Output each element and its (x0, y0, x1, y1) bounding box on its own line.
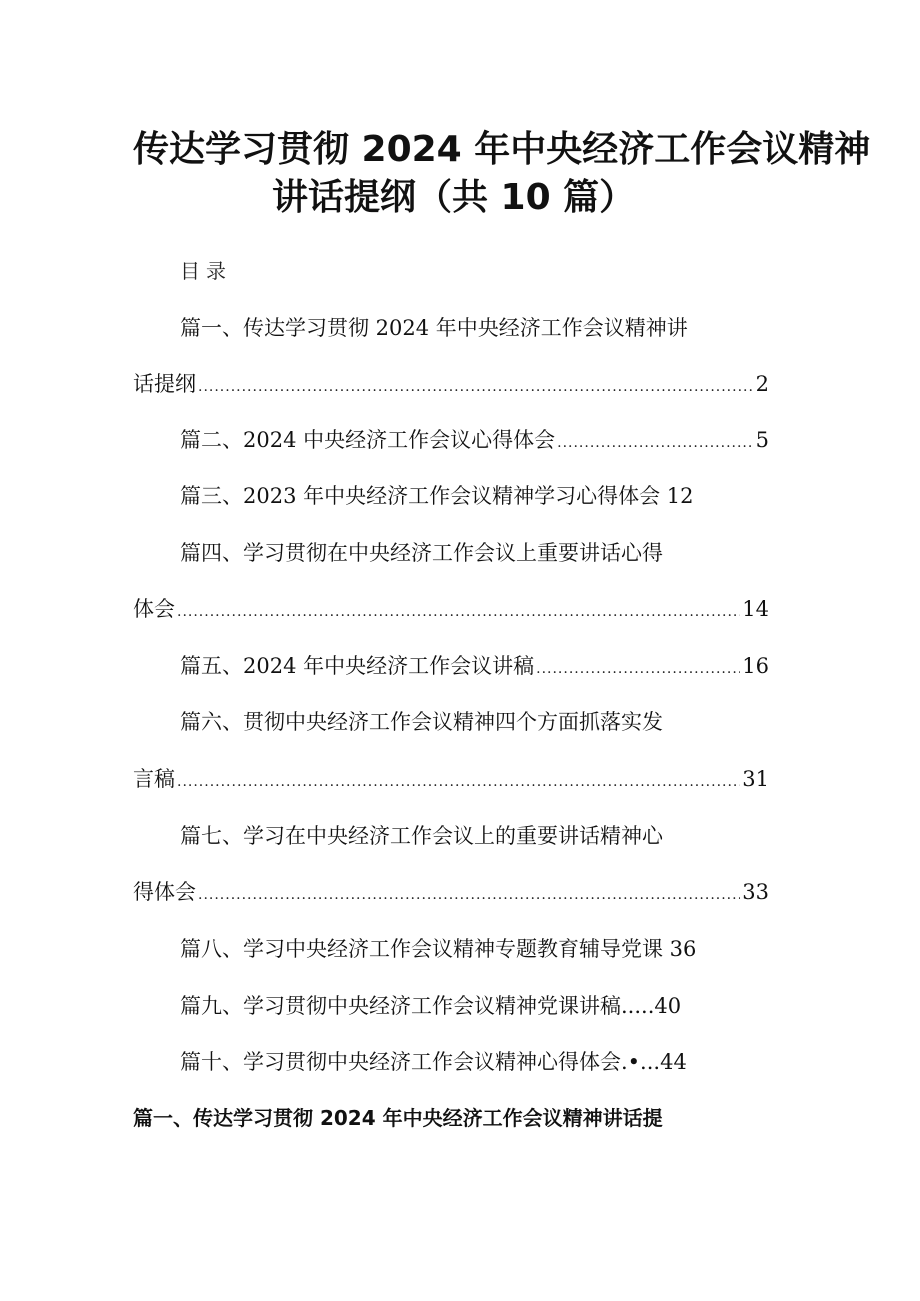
toc-leader-dots (198, 879, 740, 911)
toc-page-number: 16 (742, 654, 769, 678)
toc-entry-8[interactable]: 篇八、学习中央经济工作会议精神专题教育辅导党课 36 (180, 937, 697, 961)
toc-entry-1-line-2[interactable] (133, 368, 769, 400)
toc-leader-dots (536, 653, 740, 685)
toc-entry-7-line-1[interactable]: 篇七、学习在中央经济工作会议上的重要讲话精神心 (180, 824, 663, 848)
toc-entry-7-line-2[interactable] (133, 876, 769, 908)
toc-entry-text: 体会 (133, 597, 175, 621)
toc-leader-dots (198, 371, 754, 403)
toc-leader-dots (177, 766, 740, 798)
toc-leader-dots (557, 427, 754, 459)
toc-entry-2[interactable] (180, 424, 769, 456)
toc-entry-6-line-2[interactable] (133, 763, 769, 795)
toc-entry-4-line-1[interactable]: 篇四、学习贯彻在中央经济工作会议上重要讲话心得 (180, 541, 663, 565)
toc-page-number: 31 (742, 767, 769, 791)
toc-page-number: 5 (755, 428, 769, 452)
toc-page-number: 2 (755, 372, 769, 396)
toc-leader-dots (177, 596, 740, 628)
toc-page-number: 14 (742, 597, 769, 621)
document-title-line-2: 讲话提纲（共 10 篇） (272, 177, 636, 218)
toc-entry-3[interactable]: 篇三、2023 年中央经济工作会议精神学习心得体会 12 (180, 484, 694, 508)
toc-entry-text: 话提纲 (133, 372, 196, 396)
toc-entry-10[interactable]: 篇十、学习贯彻中央经济工作会议精神心得体会.•...44 (180, 1050, 687, 1074)
toc-entry-6-line-1[interactable]: 篇六、贯彻中央经济工作会议精神四个方面抓落实发 (180, 710, 663, 734)
toc-entry-4-line-2[interactable] (133, 593, 769, 625)
toc-page-number: 33 (742, 880, 769, 904)
toc-entry-5[interactable] (180, 650, 769, 682)
document-title-line-1: 传达学习贯彻 2024 年中央经济工作会议精神 (133, 129, 871, 170)
toc-entry-text: 篇五、2024 年中央经济工作会议讲稿 (180, 654, 535, 678)
toc-label: 目录 (180, 259, 232, 283)
toc-entry-9[interactable]: 篇九、学习贯彻中央经济工作会议精神党课讲稿.....40 (180, 994, 682, 1018)
toc-entry-text: 得体会 (133, 880, 196, 904)
section-heading: 篇一、传达学习贯彻 2024 年中央经济工作会议精神讲话提 (133, 1106, 663, 1130)
toc-entry-text: 言稿 (133, 767, 175, 791)
toc-entry-1-line-1[interactable]: 篇一、传达学习贯彻 2024 年中央经济工作会议精神讲 (180, 316, 688, 340)
toc-entry-text: 篇二、2024 中央经济工作会议心得体会 (180, 428, 556, 452)
